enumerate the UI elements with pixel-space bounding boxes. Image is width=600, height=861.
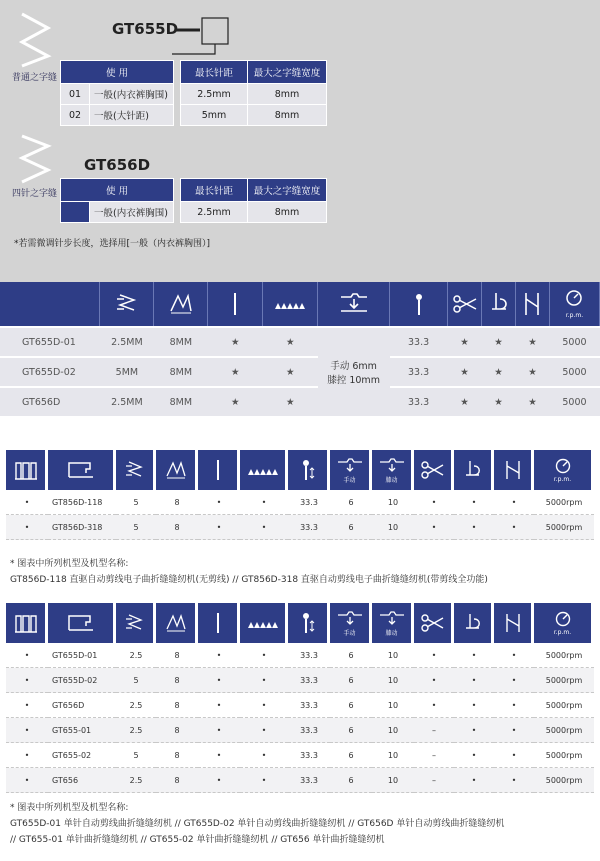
speed-needle-icon bbox=[288, 450, 330, 490]
zigzag-width-icon bbox=[154, 282, 208, 327]
stitch-length-icon bbox=[100, 282, 154, 327]
knee-lift-icon: 膝动 bbox=[372, 603, 414, 643]
table-row: • GT655-02 5 8 • • 33.3 6 10 – • • 5000rpm bbox=[6, 743, 594, 768]
thread-wiper-icon bbox=[515, 282, 549, 327]
gt656d-table: 使 用 最长针距 最大之字缝宽度 一般(内衣裤胸围) 2.5mm 8mm bbox=[60, 178, 327, 223]
scissors-icon bbox=[414, 450, 454, 490]
model-title-gt656d: GT656D bbox=[84, 156, 151, 174]
speed-needle-icon bbox=[288, 603, 330, 643]
table-row: • GT856D-318 5 8 • • 33.3 6 10 • • • 5000rpm bbox=[6, 515, 594, 540]
gt856d-spec-table bbox=[6, 450, 594, 540]
zigzag-stitch-icon bbox=[18, 10, 52, 68]
table-row: • GT656 2.5 8 • • 33.3 6 10 – • • 5000rpm bbox=[6, 768, 594, 793]
thread-wiper-icon bbox=[494, 603, 534, 643]
table-row: • GT656D 2.5 8 • • 33.3 6 10 • • • 5000rpm bbox=[6, 693, 594, 718]
stitch-label-four: 四针之字缝 bbox=[12, 189, 58, 199]
feed-dog-icon bbox=[263, 282, 318, 327]
table-row: • GT655D-02 5 8 • • 33.3 6 10 • • • 5000rpm bbox=[6, 668, 594, 693]
scissors-icon bbox=[448, 282, 482, 327]
main-spec-table bbox=[0, 282, 600, 416]
speed-needle-icon bbox=[390, 282, 448, 327]
zigzag-width-icon bbox=[156, 450, 198, 490]
scissors-icon bbox=[414, 603, 454, 643]
four-step-zigzag-icon bbox=[18, 132, 52, 184]
table-row: GT655D-02 5MM 8MM ★ ★ 33.3 ★ ★ ★ 5000 bbox=[0, 357, 600, 387]
spec-panel bbox=[0, 0, 600, 282]
manual-lift-icon: 手动 bbox=[330, 603, 372, 643]
rpm-gauge-icon: r.p.m. bbox=[549, 282, 599, 327]
col-header-width: 最大之字缝宽度 bbox=[248, 61, 327, 84]
machine-type-icon bbox=[6, 603, 48, 643]
presser-lift-values: 手动 6mm 膝控 10mm bbox=[318, 327, 390, 416]
feed-dog-icon bbox=[240, 603, 288, 643]
gt655d-table bbox=[60, 60, 327, 126]
model-title-gt655d: GT655D bbox=[112, 20, 179, 38]
t3-caption-title: * 图表中所列机型及机型名称: bbox=[10, 803, 129, 813]
thread-wiper-icon bbox=[494, 450, 534, 490]
table-row: • GT655D-01 2.5 8 • • 33.3 6 10 • • • 5000rpm bbox=[6, 643, 594, 668]
rpm-gauge-icon: r.p.m. bbox=[534, 450, 594, 490]
t2-caption-title: * 图表中所列机型及机型名称: bbox=[10, 559, 129, 569]
col-header-length: 最长针距 bbox=[181, 61, 248, 84]
manual-lift-icon: 手动 bbox=[330, 450, 372, 490]
table-row: • GT856D-118 5 8 • • 33.3 6 10 • • • 5000rpm bbox=[6, 490, 594, 515]
gt655-spec-table bbox=[6, 603, 594, 793]
backtack-icon bbox=[482, 282, 516, 327]
backtack-icon bbox=[454, 603, 494, 643]
table-row: 02 一般(大针距) 5mm 8mm bbox=[61, 105, 327, 126]
table-row: • GT655-01 2.5 8 • • 33.3 6 10 – • • 5000rpm bbox=[6, 718, 594, 743]
stitch-length-icon bbox=[116, 603, 156, 643]
col-header-use: 使 用 bbox=[61, 61, 174, 84]
presser-lift-icon bbox=[318, 282, 390, 327]
t2-caption-models: GT856D-118 直驱自动剪线电子曲折缝缝纫机(无剪线) // GT856D-318 直驱自动剪线电子曲折缝缝纫机(带剪线全功能) bbox=[10, 575, 488, 585]
rpm-gauge-icon: r.p.m. bbox=[534, 603, 594, 643]
sewing-machine-icon bbox=[48, 450, 116, 490]
needle-icon bbox=[198, 450, 240, 490]
t3-caption-models-2: // GT655-01 单针曲折缝缝纫机 // GT655-02 单针曲折缝缝纫机 // GT656 单针曲折缝缝纫机 bbox=[10, 835, 385, 845]
table-row: 01 一般(内衣裤胸围) 2.5mm 8mm bbox=[61, 84, 327, 105]
t3-caption-models-1: GT655D-01 单针自动剪线曲折缝缝纫机 // GT655D-02 单针自动剪线曲折缝缝纫机 // GT656D 单针自动剪线曲折缝缝纫机 bbox=[10, 819, 505, 829]
needle-icon bbox=[208, 282, 263, 327]
adjust-note: *若需微调针步长度，选择用[一般（内衣裤胸围）] bbox=[14, 239, 211, 249]
table-row: GT655D-01 2.5MM 8MM ★ ★ 手动 6mm 膝控 10mm 33.3 ★ ★ ★ 5000 bbox=[0, 327, 600, 357]
machine-type-icon bbox=[6, 450, 48, 490]
sewing-machine-icon bbox=[48, 603, 116, 643]
stitch-label-normal: 普通之字缝 bbox=[12, 73, 58, 83]
table-row: 一般(内衣裤胸围) 2.5mm 8mm bbox=[61, 202, 327, 223]
stitch-length-icon bbox=[116, 450, 156, 490]
feed-dog-icon bbox=[240, 450, 288, 490]
needle-icon bbox=[198, 603, 240, 643]
knee-lift-icon: 膝动 bbox=[372, 450, 414, 490]
table-row: GT656D 2.5MM 8MM ★ ★ 33.3 ★ ★ ★ 5000 bbox=[0, 387, 600, 416]
zigzag-width-icon bbox=[156, 603, 198, 643]
backtack-icon bbox=[454, 450, 494, 490]
